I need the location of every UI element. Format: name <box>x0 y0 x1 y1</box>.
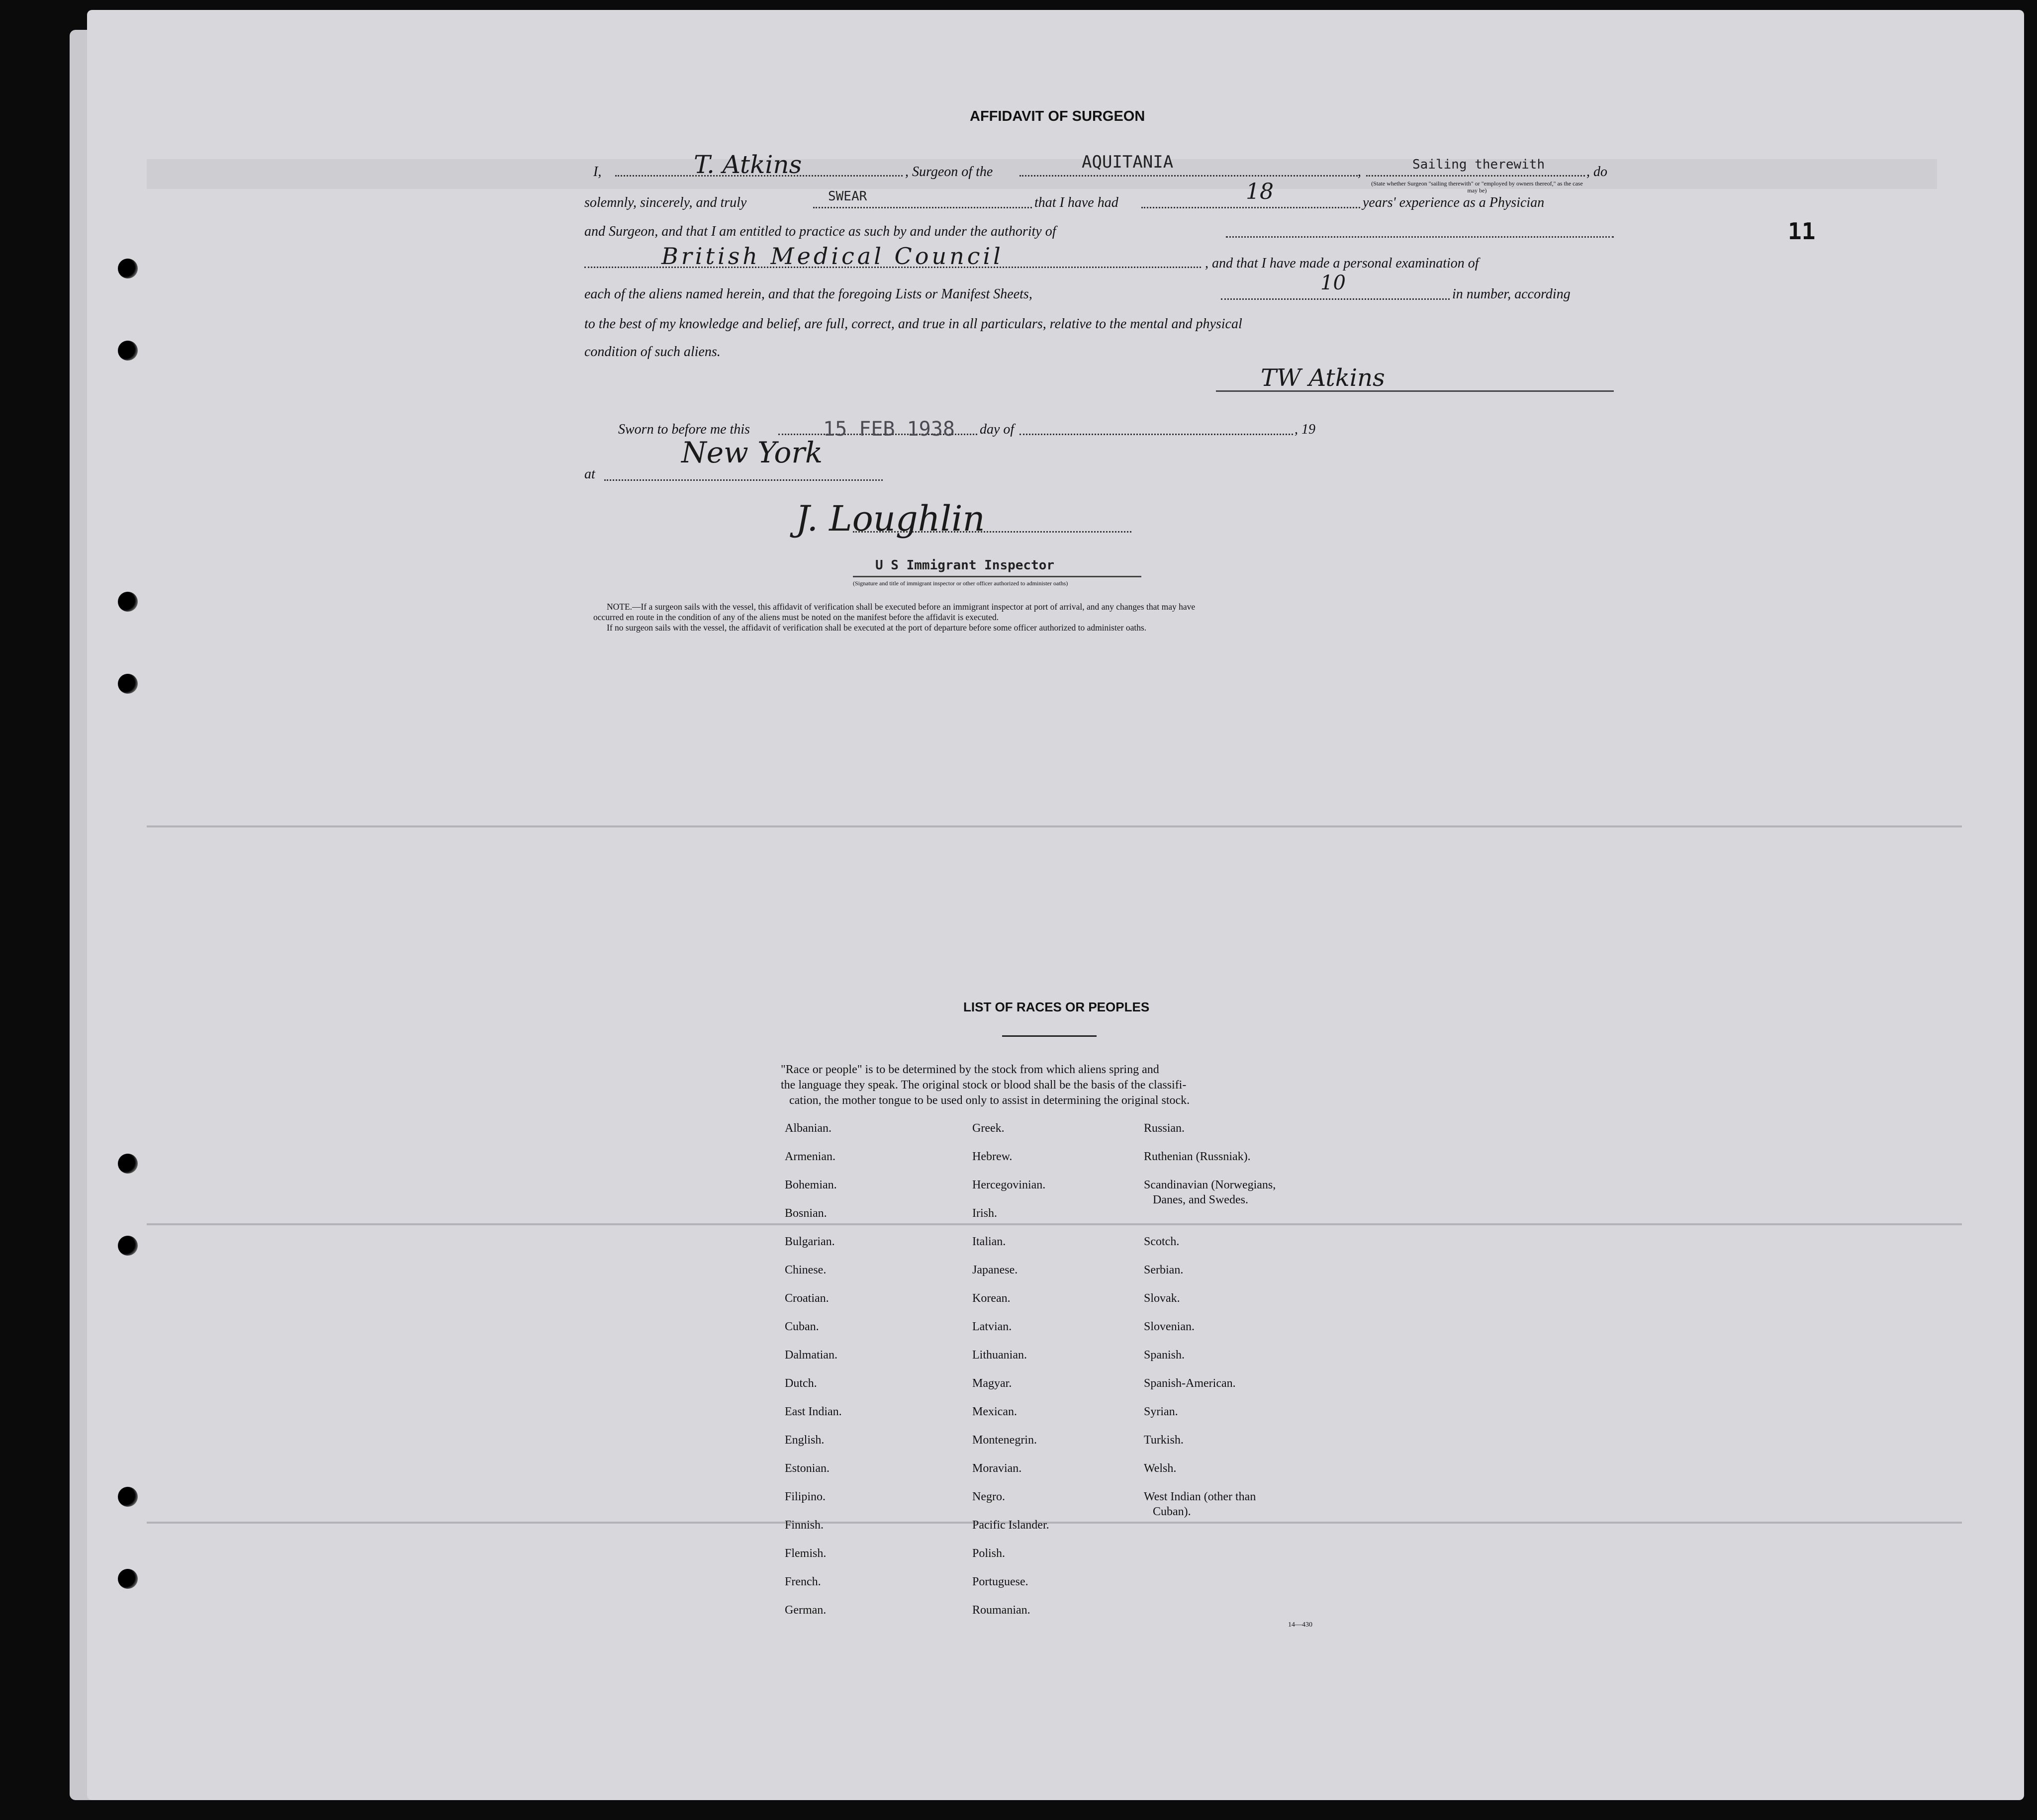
race-item: Bohemian. <box>785 1179 837 1191</box>
race-item: Pacific Islander. <box>972 1519 1049 1532</box>
affidavit-text: that I have had <box>1034 195 1118 210</box>
race-item: Irish. <box>972 1207 997 1220</box>
affidavit-text: I, <box>593 164 602 180</box>
surgeon-name: T. Atkins <box>694 150 802 179</box>
race-item: Syrian. <box>1144 1405 1178 1418</box>
binding-hole <box>118 1569 138 1589</box>
ship-name: AQUITANIA <box>1082 152 1174 172</box>
affidavit-text: and Surgeon, and that I am entitled to practice as such by and under the authority of <box>584 224 1056 239</box>
races-intro: the language they speak. The original stock or blood shall be the basis of the classifi- <box>781 1079 1187 1092</box>
binding-hole <box>118 259 138 278</box>
race-item: Montenegrin. <box>972 1434 1037 1447</box>
affidavit-title: AFFIDAVIT OF SURGEON <box>970 108 1145 124</box>
race-item: Ruthenian (Russniak). <box>1144 1150 1251 1163</box>
affidavit-note: NOTE.—If a surgeon sails with the vessel, this affidavit of verification shall be executed before an immigrant inspector at port of arrival, and any changes that may have <box>607 602 1196 612</box>
sailing-note: (State whether Surgeon "sailing therewith" or "employed by owners thereof," as the case may be) <box>1371 180 1583 194</box>
race-item: Bulgarian. <box>785 1235 835 1248</box>
binding-hole <box>118 1154 138 1174</box>
races-intro: cation, the mother tongue to be used only to assist in determining the original stock. <box>789 1094 1190 1107</box>
race-item: Albanian. <box>785 1122 832 1135</box>
binding-hole <box>118 674 138 694</box>
race-item: Estonian. <box>785 1462 830 1475</box>
place-field <box>604 479 883 481</box>
races-title-rule <box>1002 1035 1097 1037</box>
authority-field-1 <box>1226 236 1614 238</box>
affidavit-text: condition of such aliens. <box>584 344 721 360</box>
affidavit-text: Sworn to before me this <box>618 422 750 437</box>
race-item: English. <box>785 1434 825 1447</box>
affidavit-text: solemnly, sincerely, and truly <box>584 195 747 210</box>
inspector-signature-line <box>853 531 1131 533</box>
affidavit-text: , Surgeon of the <box>905 164 993 180</box>
surgeon-signature-line <box>1216 390 1614 392</box>
bleed-through-rule <box>147 1223 1962 1225</box>
race-item: Scandinavian (Norwegians, <box>1144 1179 1276 1191</box>
race-item: East Indian. <box>785 1405 842 1418</box>
sailing-status: Sailing therewith <box>1412 157 1545 172</box>
race-item: Polish. <box>972 1547 1006 1560</box>
race-item: Hercegovinian. <box>972 1179 1046 1191</box>
race-item: Hebrew. <box>972 1150 1013 1163</box>
bleed-through-band <box>147 159 1937 189</box>
affidavit-text: each of the aliens named herein, and that the foregoing Lists or Manifest Sheets, <box>584 286 1032 302</box>
race-item: Scotch. <box>1144 1235 1180 1248</box>
race-item: Armenian. <box>785 1150 835 1163</box>
oath-field <box>813 207 1032 208</box>
race-item: Negro. <box>972 1490 1005 1503</box>
race-item: Cuban. <box>785 1320 819 1333</box>
race-item: Latvian. <box>972 1320 1012 1333</box>
inspector-title: U S Immigrant Inspector <box>875 558 1055 573</box>
affidavit-note: occurred en route in the condition of any of the aliens must be noted on the manifest before the affidavit is executed. <box>593 612 999 622</box>
race-item: Flemish. <box>785 1547 827 1560</box>
race-item: Croatian. <box>785 1292 829 1305</box>
authority-name: British Medical Council <box>661 243 1004 270</box>
bleed-through-rule <box>147 1522 1962 1524</box>
sworn-month-field <box>1019 434 1293 435</box>
race-item: Mexican. <box>972 1405 1017 1418</box>
oath-word: SWEAR <box>828 189 867 204</box>
race-item: Slovenian. <box>1144 1320 1195 1333</box>
race-item: Russian. <box>1144 1122 1185 1135</box>
surgeon-signature: TW Atkins <box>1261 364 1385 392</box>
race-item: Lithuanian. <box>972 1349 1027 1362</box>
place-name: New York <box>681 436 823 469</box>
race-item: Dalmatian. <box>785 1349 837 1362</box>
affidavit-text: years' experience as a Physician <box>1363 195 1545 210</box>
inspector-note: (Signature and title of immigrant inspector or other officer authorized to administer oaths) <box>853 580 1068 587</box>
affidavit-note: If no surgeon sails with the vessel, the affidavit of verification shall be executed at the port of departure before some officer authorized to administer oaths. <box>607 623 1147 633</box>
inspector-title-line <box>853 576 1141 577</box>
race-item: Magyar. <box>972 1377 1012 1390</box>
affidavit-text: , do <box>1586 164 1607 180</box>
years-experience: 18 <box>1246 179 1274 204</box>
race-item: Roumanian. <box>972 1604 1030 1617</box>
binding-hole <box>118 1236 138 1256</box>
sheets-count: 10 <box>1320 272 1346 294</box>
affidavit-text: to the best of my knowledge and belief, are full, correct, and true in all particulars, relative to the mental and physical <box>584 316 1242 332</box>
race-item: Slovak. <box>1144 1292 1180 1305</box>
races-column-2 <box>972 1120 1049 1630</box>
race-item: Welsh. <box>1144 1462 1177 1475</box>
binding-hole <box>118 1487 138 1507</box>
bleed-through-rule <box>147 825 1962 827</box>
sheets-count-field <box>1221 298 1450 300</box>
races-column-1 <box>785 1120 842 1630</box>
race-item: Filipino. <box>785 1490 826 1503</box>
race-item: French. <box>785 1575 821 1588</box>
years-field <box>1141 207 1360 208</box>
affidavit-text: at <box>584 466 595 482</box>
affidavit-text: in number, according <box>1452 286 1571 302</box>
page-number: 11 <box>1788 218 1816 245</box>
race-item: German. <box>785 1604 827 1617</box>
race-item: Spanish. <box>1144 1349 1185 1362</box>
race-item: Finnish. <box>785 1519 824 1532</box>
date-stamp: 15 FEB 1938 <box>823 418 955 441</box>
race-item: Dutch. <box>785 1377 817 1390</box>
form-number: 14—430 <box>1288 1621 1312 1629</box>
inspector-signature: J. Loughlin <box>796 498 985 539</box>
race-item: Italian. <box>972 1235 1006 1248</box>
races-column-3 <box>1144 1120 1276 1532</box>
race-item: Moravian. <box>972 1462 1022 1475</box>
race-item: Korean. <box>972 1292 1011 1305</box>
race-item: Serbian. <box>1144 1264 1184 1276</box>
affidavit-text: , 19 <box>1295 422 1315 437</box>
affidavit-text: , <box>1358 164 1361 180</box>
race-item: Japanese. <box>972 1264 1018 1276</box>
race-item: West Indian (other than <box>1144 1490 1256 1503</box>
manifest-page <box>87 10 2024 1800</box>
races-intro: "Race or people" is to be determined by the stock from which aliens spring and <box>781 1063 1159 1076</box>
races-title: LIST OF RACES OR PEOPLES <box>963 1000 1150 1014</box>
race-item: Bosnian. <box>785 1207 827 1220</box>
affidavit-text: day of <box>980 422 1015 437</box>
race-item: Chinese. <box>785 1264 827 1276</box>
binding-hole <box>118 592 138 612</box>
ship-name-field <box>1019 175 1358 177</box>
race-item: Turkish. <box>1144 1434 1184 1447</box>
race-item: Danes, and Swedes. <box>1153 1193 1248 1206</box>
affidavit-text: , and that I have made a personal examination of <box>1205 256 1479 271</box>
race-item: Greek. <box>972 1122 1005 1135</box>
race-item: Spanish-American. <box>1144 1377 1236 1390</box>
sailing-status-field <box>1366 175 1585 177</box>
binding-hole <box>118 341 138 361</box>
race-item: Portuguese. <box>972 1575 1028 1588</box>
race-item: Cuban). <box>1153 1505 1191 1518</box>
